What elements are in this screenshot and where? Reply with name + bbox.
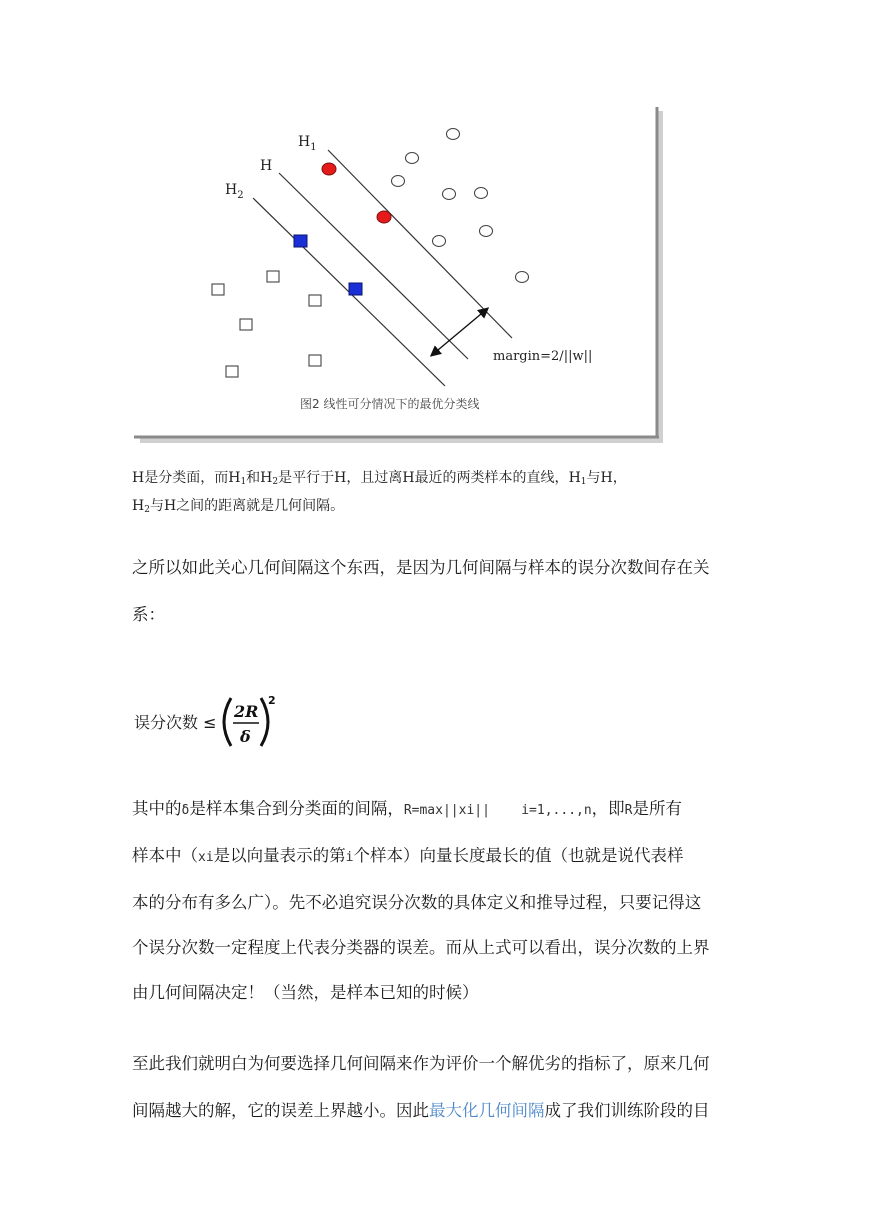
sample-circle [433, 236, 446, 247]
sample-square [267, 271, 279, 282]
sample-square [212, 284, 224, 295]
margin-label: margin=2/||w|| [493, 349, 593, 364]
label-h: H [260, 158, 273, 174]
label-h1: $H_1$ [298, 134, 317, 153]
sample-circle [475, 188, 488, 199]
support-vector-circle [322, 163, 336, 175]
support-vector-circle [377, 211, 391, 223]
formula-lhs: 误分次数 ≤ [134, 713, 217, 732]
formula-exponent: 2 [268, 694, 276, 707]
support-vector-square [349, 283, 362, 295]
figure-description [132, 466, 742, 522]
sample-circle [516, 272, 529, 283]
sample-square [240, 319, 252, 330]
formula-fraction [134, 690, 284, 754]
figure-caption: 图2 线性可分情况下的最优分类线 [300, 397, 480, 411]
paragraph-line: 间隔越大的解，它的误差上界越小。因此最大化几何间隔成了我们训练阶段的目 [132, 1101, 710, 1120]
sample-circle [447, 129, 460, 140]
paragraph-line: 之所以如此关心几何间隔这个东西，是因为几何间隔与样本的误分次数间存在关 [132, 558, 710, 577]
sample-circle [392, 176, 405, 187]
left-paren [224, 698, 231, 746]
sample-circle [480, 226, 493, 237]
paragraph-2 [132, 786, 742, 1015]
support-vector-square [294, 235, 307, 247]
paragraph-1 [132, 544, 742, 638]
paragraph-line: 其中的δ是样本集合到分类面的间隔，R=max||xi|| i=1,...,n，即R是所有 [132, 799, 682, 818]
paragraph-line: 本的分布有多么广）。先不必追究误分次数的具体定义和推导过程，只要记得这 [132, 893, 702, 912]
caption-line-2: $H_2$与H之间的距离就是几何间隔。 [132, 498, 345, 515]
svm-diagram [132, 105, 663, 443]
sample-square [309, 355, 321, 366]
maximize-margin-link[interactable]: 最大化几何间隔 [429, 1101, 545, 1120]
frame [132, 105, 657, 437]
paragraph-line: 由几何间隔决定！（当然，是样本已知的时候） [132, 983, 479, 1002]
sample-square [309, 295, 321, 306]
formula-operator: ≤ [203, 713, 217, 732]
paragraph-line: 系： [132, 605, 165, 624]
caption-line-1: H是分类面，而$H_1$和$H_2$是平行于H，且过离H最近的两类样本的直线，$H_1$与H， [132, 470, 627, 487]
formula-denominator: δ [240, 727, 251, 746]
label-h2: $H_2$ [225, 182, 244, 201]
paragraph-line: 个误分次数一定程度上代表分类器的误差。而从上式可以看出，误分次数的上界 [132, 938, 710, 957]
paragraph-line: 样本中（xi是以向量表示的第i个样本）向量长度最长的值（也就是说代表样 [132, 846, 684, 865]
paragraph-3 [132, 1040, 742, 1134]
formula-numerator: 2R [234, 702, 259, 721]
paragraph-line: 至此我们就明白为何要选择几何间隔来作为评价一个解优劣的指标了，原来几何 [132, 1054, 710, 1073]
sample-square [226, 366, 238, 377]
right-paren [261, 698, 268, 746]
svm-figure [132, 105, 663, 443]
sample-circle [443, 189, 456, 200]
sample-circle [406, 153, 419, 164]
